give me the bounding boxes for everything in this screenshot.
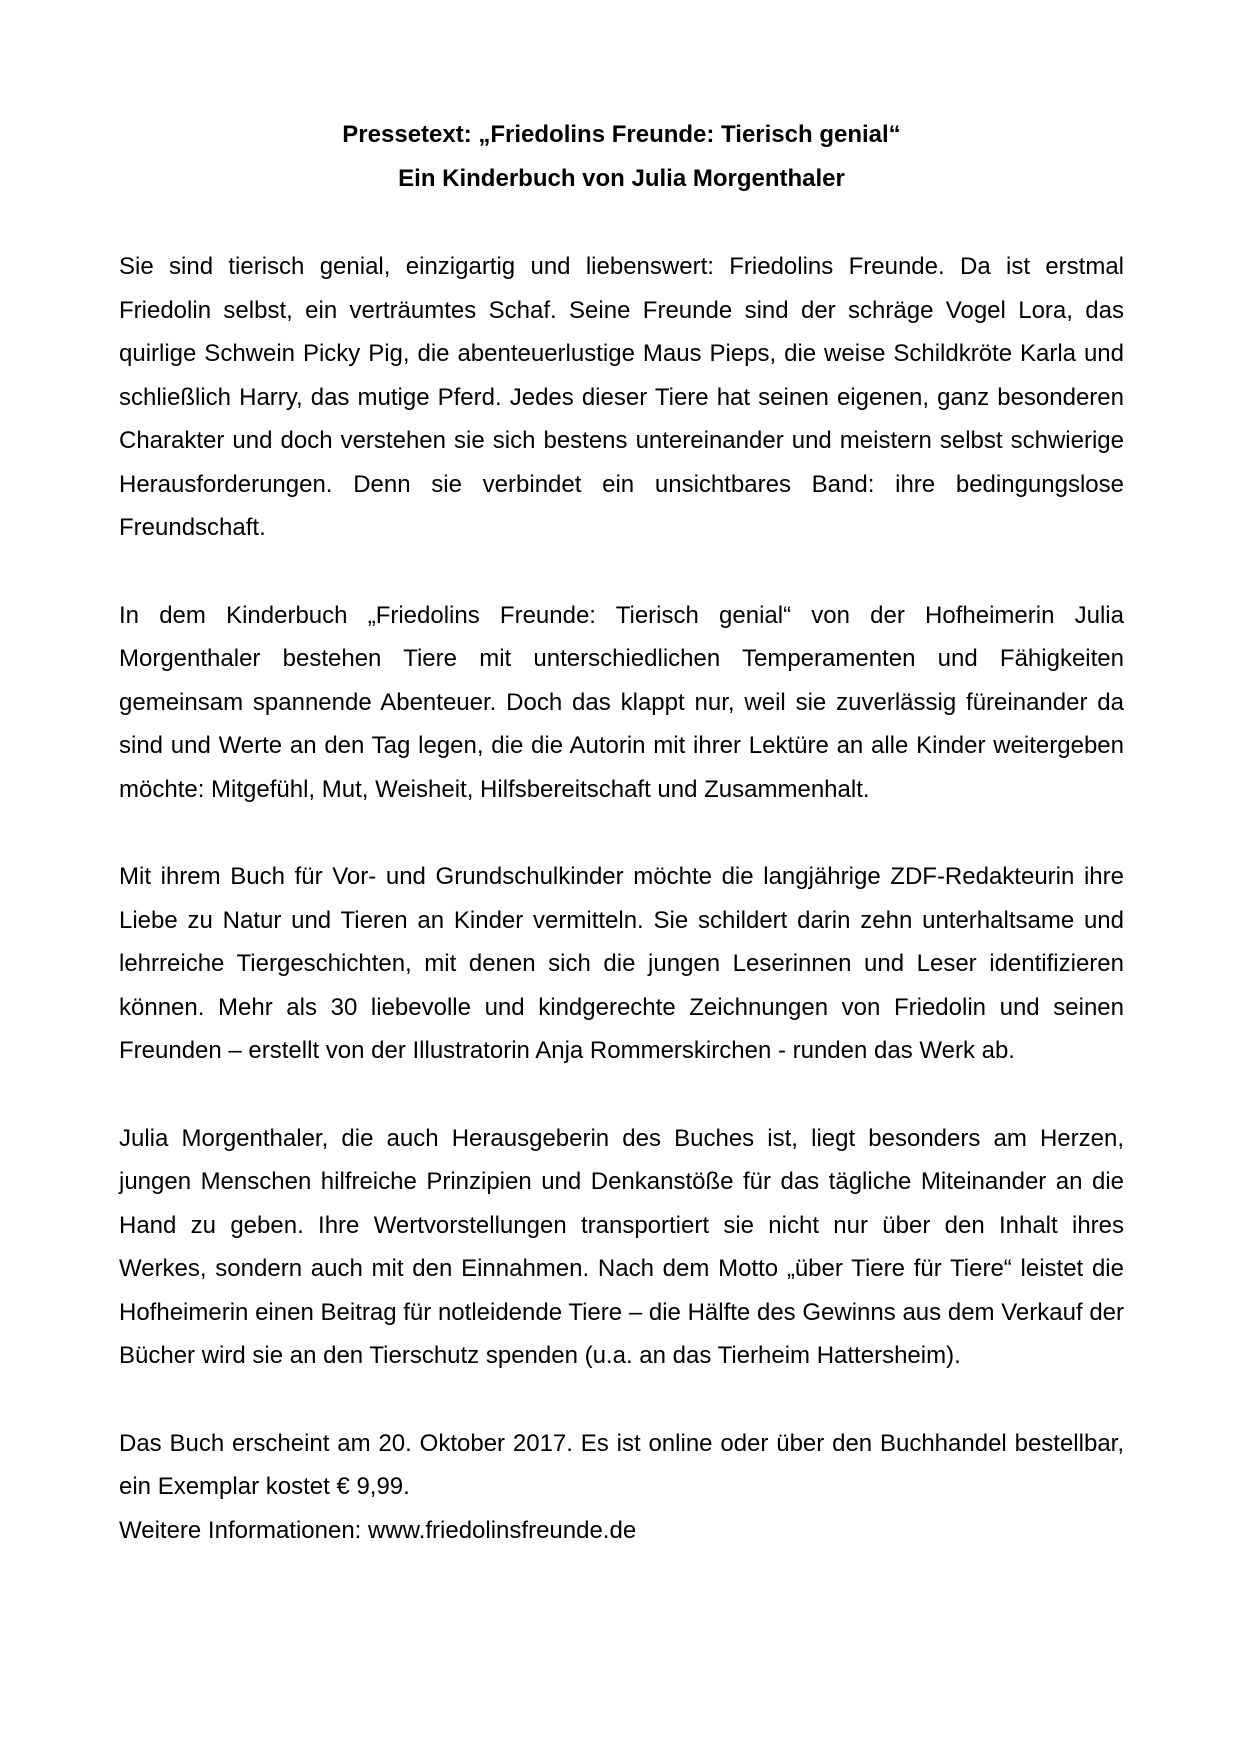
title-block — [119, 113, 1124, 201]
website-link[interactable]: www.friedolinsfreunde.de — [368, 1516, 637, 1544]
info-label: Weitere Informationen: — [119, 1516, 369, 1544]
paragraph-charity: Julia Morgenthaler, die auch Herausgeberin des Buches ist, liegt besonders am Herzen, jungen Menschen hilfreiche Prinzipien und Denkanstöße für das tägliche Miteinander an die Hand zu geben. Ihre Wertvorstellungen transportiert sie nicht nur über den Inhalt ihres Werkes, sondern auch mit den Einnahmen. Nach dem Motto „über Tiere für Tiere“ leistet die Hofheimerin einen Beitrag für notleidende Tiere – die Hälfte des Gewinns aus dem Verkauf der Bücher wird sie an den Tierschutz spenden (u.a. an das Tierheim Hattersheim). — [119, 1124, 1124, 1369]
paragraph-book: In dem Kinderbuch „Friedolins Freunde: Tierisch genial“ von der Hofheimerin Julia Morgenthaler bestehen Tiere mit unterschiedlichen Temperamenten und Fähigkeiten gemeinsam spannende Abenteuer. Doch das klappt nur, weil sie zuverlässig füreinander da sind und Werte an den Tag legen, die die Autorin mit ihrer Lektüre an alle Kinder weitergeben möchte: Mitgefühl, Mut, Weisheit, Hilfsbereitschaft und Zusammenhalt. — [119, 601, 1124, 803]
press-release-page — [119, 113, 1124, 1552]
body-text — [119, 245, 1124, 1552]
paragraph-intro: Sie sind tierisch genial, einzigartig und liebenswert: Friedolins Freunde. Da ist erstmal Friedolin selbst, ein verträumtes Schaf. Seine Freunde sind der schräge Vogel Lora, das quirlige Schwein Picky Pig, die abenteuerlustige Maus Pieps, die weise Schildkröte Karla und schließlich Harry, das mutige Pferd. Jedes dieser Tiere hat seinen eigenen, ganz besonderen Charakter und doch verstehen sie sich bestens untereinander und meistern selbst schwierige Herausforderungen. Denn sie verbindet ein unsichtbares Band: ihre bedingungslose Freundschaft. — [119, 253, 1124, 541]
page-title: Pressetext: „Friedolins Freunde: Tierisch genial“ — [342, 121, 901, 148]
page-subtitle: Ein Kinderbuch von Julia Morgenthaler — [398, 165, 845, 192]
paragraph-release: Das Buch erscheint am 20. Oktober 2017. Es ist online oder über den Buchhandel bestellbar, ein Exemplar kostet € 9,99. — [119, 1429, 1124, 1500]
paragraph-author: Mit ihrem Buch für Vor- und Grundschulkinder möchte die langjährige ZDF-Redakteurin ihre Liebe zu Natur und Tieren an Kinder vermitteln. Sie schildert darin zehn unterhaltsame und lehrreiche Tiergeschichten, mit denen sich die jungen Leserinnen und Leser identifizieren können. Mehr als 30 liebevolle und kindgerechte Zeichnungen von Friedolin und seinen Freunden – erstellt von der Illustratorin Anja Rommerskirchen - runden das Werk ab. — [119, 863, 1124, 1064]
info-line — [119, 1509, 1124, 1553]
